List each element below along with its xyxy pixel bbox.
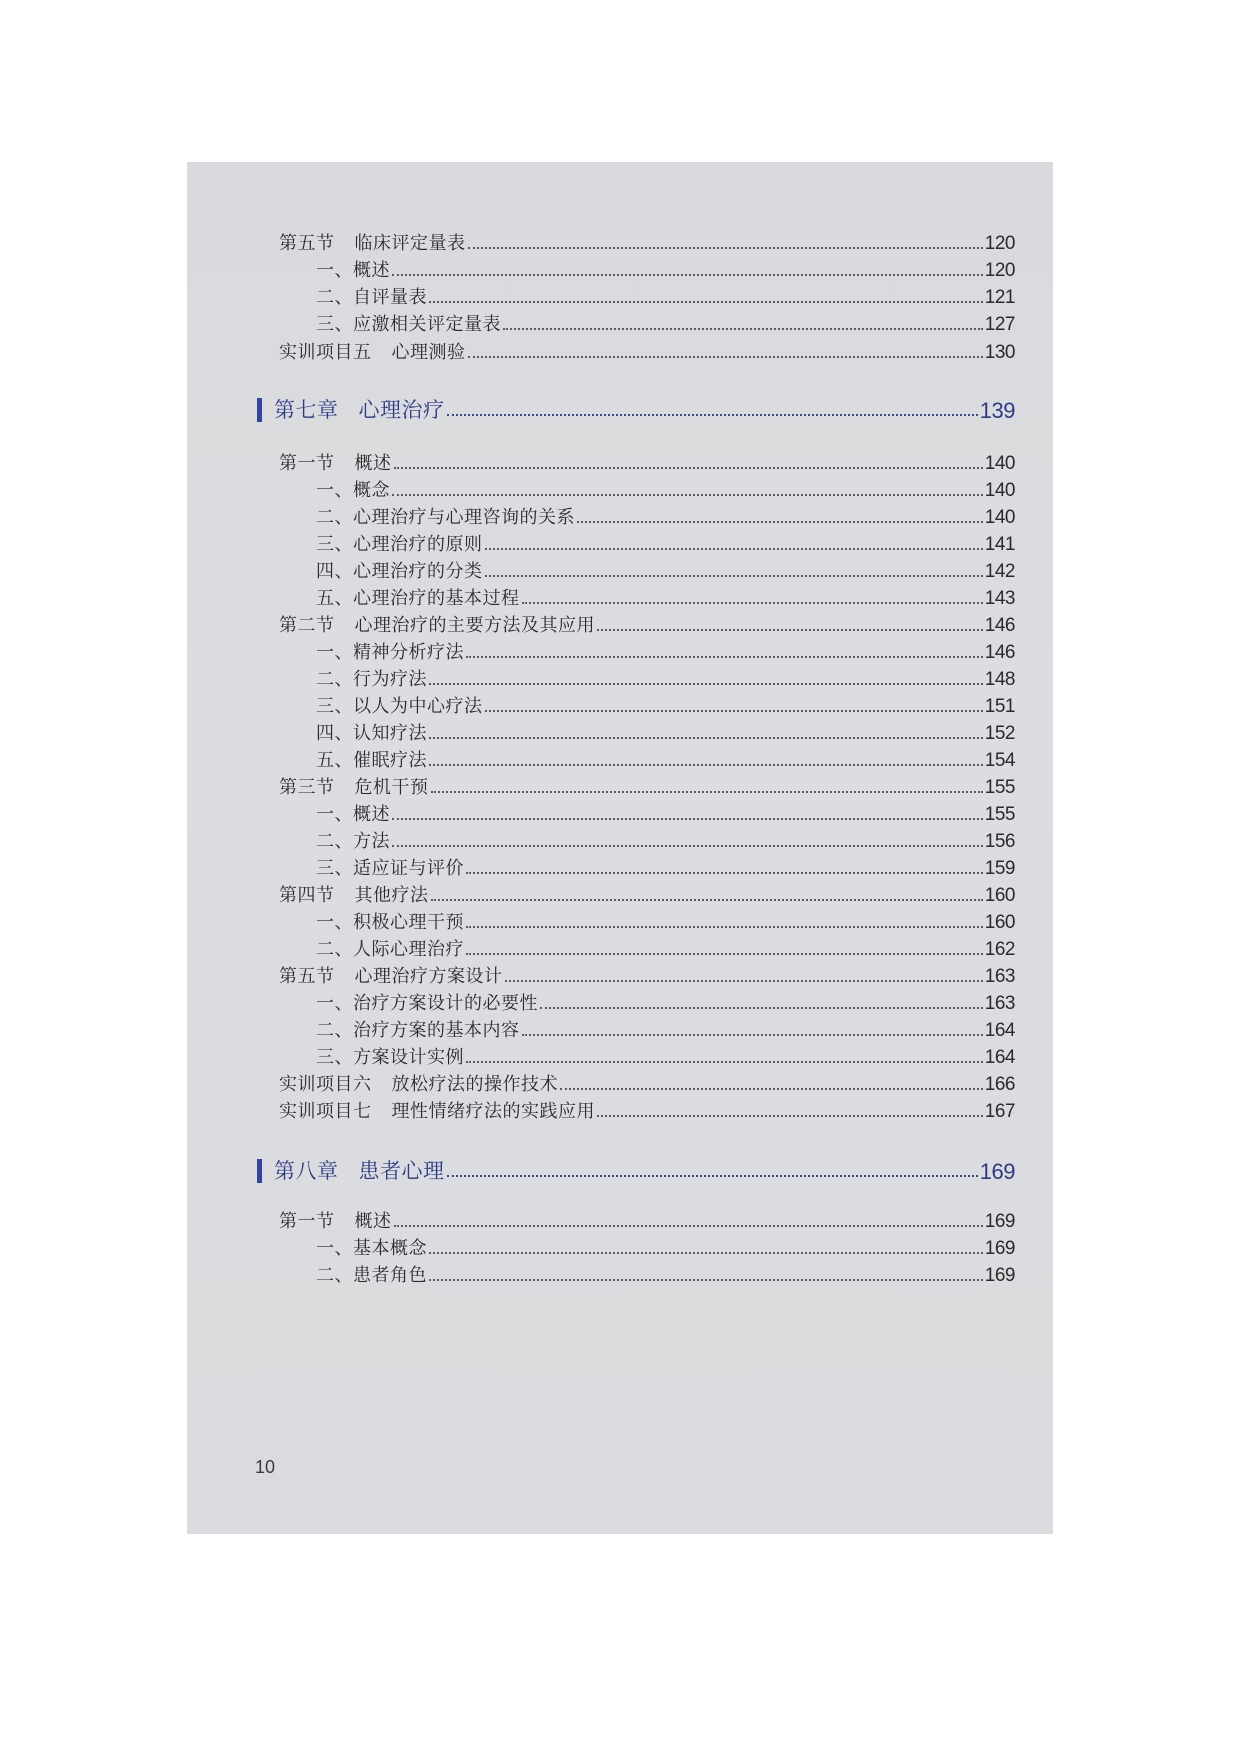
toc-entry-text bbox=[279, 773, 429, 799]
toc-page-number: 140 bbox=[984, 453, 1015, 474]
toc-entry-text bbox=[279, 338, 466, 364]
dot-leader bbox=[429, 1279, 983, 1281]
toc-page-number: 130 bbox=[984, 342, 1015, 363]
toc-item-entry[interactable] bbox=[316, 256, 1015, 282]
chapter-marker-bar bbox=[257, 398, 262, 422]
dot-leader bbox=[466, 1061, 983, 1063]
dot-leader bbox=[466, 926, 983, 928]
toc-entry-label: 四、 bbox=[316, 561, 353, 582]
toc-page-number: 120 bbox=[984, 260, 1015, 281]
toc-entry-text bbox=[316, 1043, 464, 1069]
toc-item-entry[interactable] bbox=[316, 908, 1015, 934]
toc-entry-label: 实训项目五 bbox=[279, 342, 372, 363]
toc-entry-label: 二、 bbox=[316, 1020, 353, 1041]
toc-section-entry[interactable] bbox=[279, 1070, 1015, 1096]
toc-page-number: 121 bbox=[984, 287, 1015, 308]
toc-entry-title: 心理治疗 bbox=[358, 398, 445, 422]
toc-entry-title: 认知疗法 bbox=[353, 723, 427, 744]
toc-entry-label: 第七章 bbox=[274, 398, 339, 422]
toc-entry-text bbox=[316, 800, 390, 826]
toc-entry-title: 概述 bbox=[353, 804, 390, 825]
toc-page-number: 164 bbox=[984, 1020, 1015, 1041]
dot-leader bbox=[466, 872, 983, 874]
toc-entry-title: 心理治疗的主要方法及其应用 bbox=[354, 615, 595, 636]
toc-section-entry[interactable] bbox=[279, 1097, 1015, 1123]
toc-chapter-entry[interactable] bbox=[257, 394, 1015, 424]
toc-entry-label: 二、 bbox=[316, 287, 353, 308]
toc-entry-text bbox=[279, 449, 392, 475]
toc-entry-text bbox=[279, 962, 503, 988]
toc-entry-text bbox=[279, 611, 595, 637]
toc-entry-text bbox=[316, 638, 464, 664]
toc-entry-title: 心理治疗与心理咨询的关系 bbox=[353, 507, 575, 528]
toc-entry-title: 概述 bbox=[354, 1211, 392, 1232]
dot-leader bbox=[485, 548, 983, 550]
toc-entry-title: 治疗方案设计的必要性 bbox=[353, 993, 538, 1014]
toc-entry-title: 积极心理干预 bbox=[353, 912, 464, 933]
toc-page-number: 155 bbox=[984, 777, 1015, 798]
toc-entry-title: 治疗方案的基本内容 bbox=[353, 1020, 520, 1041]
toc-page-number: 163 bbox=[984, 966, 1015, 987]
toc-entry-label: 第五节 bbox=[279, 966, 335, 987]
toc-entry-title: 临床评定量表 bbox=[354, 233, 466, 254]
toc-entry-text bbox=[316, 908, 464, 934]
dot-leader bbox=[597, 629, 983, 631]
dot-leader bbox=[540, 1007, 983, 1009]
toc-entry-text bbox=[274, 1155, 445, 1185]
toc-entry-label: 二、 bbox=[316, 507, 353, 528]
toc-entry-title: 应激相关评定量表 bbox=[353, 314, 501, 335]
toc-entry-title: 心理治疗的基本过程 bbox=[353, 588, 520, 609]
toc-item-entry[interactable] bbox=[316, 854, 1015, 880]
toc-entry-text bbox=[316, 476, 390, 502]
toc-section-entry[interactable] bbox=[279, 881, 1015, 907]
dot-leader bbox=[392, 845, 983, 847]
toc-page-number: 127 bbox=[984, 314, 1015, 335]
toc-page-number: 162 bbox=[984, 939, 1015, 960]
dot-leader bbox=[522, 1034, 983, 1036]
toc-entry-label: 三、 bbox=[316, 1047, 353, 1068]
toc-entry-label: 第八章 bbox=[274, 1159, 339, 1183]
toc-page-number: 140 bbox=[984, 480, 1015, 501]
toc-page-number: 146 bbox=[984, 642, 1015, 663]
toc-item-entry[interactable] bbox=[316, 827, 1015, 853]
dot-leader bbox=[429, 764, 983, 766]
toc-section-entry[interactable] bbox=[279, 773, 1015, 799]
toc-entry-label: 一、 bbox=[316, 480, 353, 501]
toc-entry-title: 精神分析疗法 bbox=[353, 642, 464, 663]
dot-leader bbox=[468, 247, 983, 249]
toc-entry-text bbox=[316, 530, 483, 556]
toc-item-entry[interactable] bbox=[316, 638, 1015, 664]
dot-leader bbox=[522, 602, 983, 604]
toc-page-number: 141 bbox=[984, 534, 1015, 555]
toc-entry-text bbox=[316, 1261, 427, 1287]
toc-entry-label: 三、 bbox=[316, 858, 353, 879]
toc-page-number: 154 bbox=[984, 750, 1015, 771]
toc-entry-title: 概念 bbox=[353, 480, 390, 501]
toc-item-entry[interactable] bbox=[316, 503, 1015, 529]
toc-item-entry[interactable] bbox=[316, 1043, 1015, 1069]
dot-leader bbox=[392, 274, 983, 276]
toc-entry-title: 概述 bbox=[353, 260, 390, 281]
toc-entry-text bbox=[316, 719, 427, 745]
toc-entry-title: 患者心理 bbox=[358, 1159, 445, 1183]
dot-leader bbox=[485, 710, 983, 712]
dot-leader bbox=[431, 791, 983, 793]
toc-page-number: 160 bbox=[984, 885, 1015, 906]
toc-entry-label: 五、 bbox=[316, 750, 353, 771]
toc-section-entry[interactable] bbox=[279, 1207, 1015, 1233]
toc-entry-text bbox=[316, 503, 575, 529]
toc-item-entry[interactable] bbox=[316, 746, 1015, 772]
toc-entry-label: 一、 bbox=[316, 912, 353, 933]
dot-leader bbox=[447, 414, 978, 416]
toc-section-entry[interactable] bbox=[279, 611, 1015, 637]
toc-item-entry[interactable] bbox=[316, 476, 1015, 502]
toc-entry-text bbox=[316, 665, 427, 691]
toc-entry-title: 催眠疗法 bbox=[353, 750, 427, 771]
toc-entry-text bbox=[316, 989, 538, 1015]
toc-page-number: 169 bbox=[984, 1238, 1015, 1259]
dot-leader bbox=[447, 1175, 978, 1177]
toc-page-number: 139 bbox=[979, 398, 1015, 423]
toc-entry-text bbox=[316, 256, 390, 282]
toc-entry-text bbox=[279, 1097, 595, 1123]
toc-page-number: 143 bbox=[984, 588, 1015, 609]
toc-page-number: 163 bbox=[984, 993, 1015, 1014]
toc-entry-label: 三、 bbox=[316, 314, 353, 335]
toc-entry-text bbox=[316, 283, 427, 309]
dot-leader bbox=[468, 356, 983, 358]
dot-leader bbox=[505, 980, 983, 982]
toc-entry-label: 第三节 bbox=[279, 777, 335, 798]
toc-page-number: 160 bbox=[984, 912, 1015, 933]
toc-entry-label: 第二节 bbox=[279, 615, 335, 636]
dot-leader bbox=[485, 575, 983, 577]
toc-entry-label: 三、 bbox=[316, 696, 353, 717]
toc-entry-label: 一、 bbox=[316, 993, 353, 1014]
toc-entry-label: 实训项目七 bbox=[279, 1101, 372, 1122]
toc-entry-label: 第一节 bbox=[279, 453, 335, 474]
toc-entry-text bbox=[279, 881, 429, 907]
toc-entry-text bbox=[316, 827, 390, 853]
toc-entry-label: 二、 bbox=[316, 1265, 353, 1286]
toc-entry-text bbox=[316, 584, 520, 610]
toc-page-number: 148 bbox=[984, 669, 1015, 690]
toc-entry-title: 基本概念 bbox=[353, 1238, 427, 1259]
toc-item-entry[interactable] bbox=[316, 665, 1015, 691]
toc-entry-label: 二、 bbox=[316, 669, 353, 690]
toc-entry-title: 概述 bbox=[354, 453, 392, 474]
toc-page-number: 159 bbox=[984, 858, 1015, 879]
toc-entry-label: 第五节 bbox=[279, 233, 335, 254]
dot-leader bbox=[466, 656, 983, 658]
toc-entry-text bbox=[316, 310, 501, 336]
toc-section-entry[interactable] bbox=[279, 229, 1015, 255]
toc-entry-title: 理性情绪疗法的实践应用 bbox=[391, 1101, 595, 1122]
toc-entry-text bbox=[279, 229, 466, 255]
toc-entry-label: 三、 bbox=[316, 534, 353, 555]
toc-page-number: 146 bbox=[984, 615, 1015, 636]
dot-leader bbox=[577, 521, 983, 523]
toc-item-entry[interactable] bbox=[316, 1016, 1015, 1042]
dot-leader bbox=[597, 1115, 983, 1117]
dot-leader bbox=[394, 1225, 983, 1227]
toc-entry-label: 二、 bbox=[316, 939, 353, 960]
toc-entry-title: 心理测验 bbox=[391, 342, 466, 363]
toc-entry-label: 四、 bbox=[316, 723, 353, 744]
toc-page-number: 155 bbox=[984, 804, 1015, 825]
toc-entry-label: 一、 bbox=[316, 260, 353, 281]
toc-entry-title: 心理治疗的分类 bbox=[353, 561, 483, 582]
toc-entry-title: 适应证与评价 bbox=[353, 858, 464, 879]
toc-item-entry[interactable] bbox=[316, 557, 1015, 583]
toc-page-number: 120 bbox=[984, 233, 1015, 254]
toc-item-entry[interactable] bbox=[316, 989, 1015, 1015]
dot-leader bbox=[466, 953, 983, 955]
toc-item-entry[interactable] bbox=[316, 584, 1015, 610]
toc-page-number: 156 bbox=[984, 831, 1015, 852]
dot-leader bbox=[560, 1088, 983, 1090]
dot-leader bbox=[431, 899, 983, 901]
toc-item-entry[interactable] bbox=[316, 800, 1015, 826]
toc-entry-text bbox=[316, 692, 483, 718]
toc-entry-label: 一、 bbox=[316, 804, 353, 825]
toc-item-entry[interactable] bbox=[316, 530, 1015, 556]
toc-entry-title: 自评量表 bbox=[353, 287, 427, 308]
toc-entry-title: 心理治疗的原则 bbox=[353, 534, 483, 555]
toc-item-entry[interactable] bbox=[316, 1261, 1015, 1287]
toc-section-entry[interactable] bbox=[279, 962, 1015, 988]
toc-entry-title: 方法 bbox=[353, 831, 390, 852]
toc-page-number: 167 bbox=[984, 1101, 1015, 1122]
toc-entry-text bbox=[274, 394, 445, 424]
dot-leader bbox=[394, 467, 983, 469]
toc-page-number: 169 bbox=[984, 1211, 1015, 1232]
dot-leader bbox=[503, 328, 983, 330]
toc-entry-text bbox=[279, 1070, 558, 1096]
toc-page-number: 152 bbox=[984, 723, 1015, 744]
toc-entry-text bbox=[316, 1234, 427, 1260]
toc-item-entry[interactable] bbox=[316, 310, 1015, 336]
toc-page-number: 140 bbox=[984, 507, 1015, 528]
dot-leader bbox=[429, 1252, 983, 1254]
toc-item-entry[interactable] bbox=[316, 719, 1015, 745]
toc-entry-label: 第一节 bbox=[279, 1211, 335, 1232]
page-number: 10 bbox=[255, 1457, 276, 1477]
toc-entry-text bbox=[316, 557, 483, 583]
dot-leader bbox=[429, 737, 983, 739]
toc-entry-title: 人际心理治疗 bbox=[353, 939, 464, 960]
toc-item-entry[interactable] bbox=[316, 283, 1015, 309]
toc-page-number: 164 bbox=[984, 1047, 1015, 1068]
chapter-marker-bar bbox=[257, 1159, 262, 1183]
toc-chapter-entry[interactable] bbox=[257, 1155, 1015, 1185]
toc-entry-label: 二、 bbox=[316, 831, 353, 852]
toc-page-number: 151 bbox=[984, 696, 1015, 717]
toc-entry-label: 一、 bbox=[316, 1238, 353, 1259]
toc-entry-text bbox=[316, 854, 464, 880]
toc-entry-title: 行为疗法 bbox=[353, 669, 427, 690]
toc-entry-text bbox=[316, 746, 427, 772]
toc-entry-title: 心理治疗方案设计 bbox=[354, 966, 503, 987]
toc-entry-text bbox=[316, 935, 464, 961]
toc-entry-title: 以人为中心疗法 bbox=[353, 696, 483, 717]
dot-leader bbox=[429, 301, 983, 303]
toc-entry-label: 五、 bbox=[316, 588, 353, 609]
book-page bbox=[187, 162, 1053, 1534]
toc-page-number: 166 bbox=[984, 1074, 1015, 1095]
toc-entry-text bbox=[279, 1207, 392, 1233]
dot-leader bbox=[392, 494, 983, 496]
toc-entry-title: 危机干预 bbox=[354, 777, 429, 798]
toc-entry-title: 方案设计实例 bbox=[353, 1047, 464, 1068]
toc-section-entry[interactable] bbox=[279, 338, 1015, 364]
dot-leader bbox=[429, 683, 983, 685]
toc-item-entry[interactable] bbox=[316, 1234, 1015, 1260]
toc-page-number: 169 bbox=[984, 1265, 1015, 1286]
toc-entry-label: 第四节 bbox=[279, 885, 335, 906]
toc-item-entry[interactable] bbox=[316, 692, 1015, 718]
toc-page-number: 169 bbox=[979, 1159, 1015, 1184]
toc-entry-label: 一、 bbox=[316, 642, 353, 663]
dot-leader bbox=[392, 818, 983, 820]
toc-entry-title: 其他疗法 bbox=[354, 885, 429, 906]
toc-page-number: 142 bbox=[984, 561, 1015, 582]
toc-entry-text bbox=[316, 1016, 520, 1042]
toc-entry-label: 实训项目六 bbox=[279, 1074, 372, 1095]
toc-entry-title: 放松疗法的操作技术 bbox=[391, 1074, 558, 1095]
toc-item-entry[interactable] bbox=[316, 935, 1015, 961]
toc-section-entry[interactable] bbox=[279, 449, 1015, 475]
toc-entry-title: 患者角色 bbox=[353, 1265, 427, 1286]
